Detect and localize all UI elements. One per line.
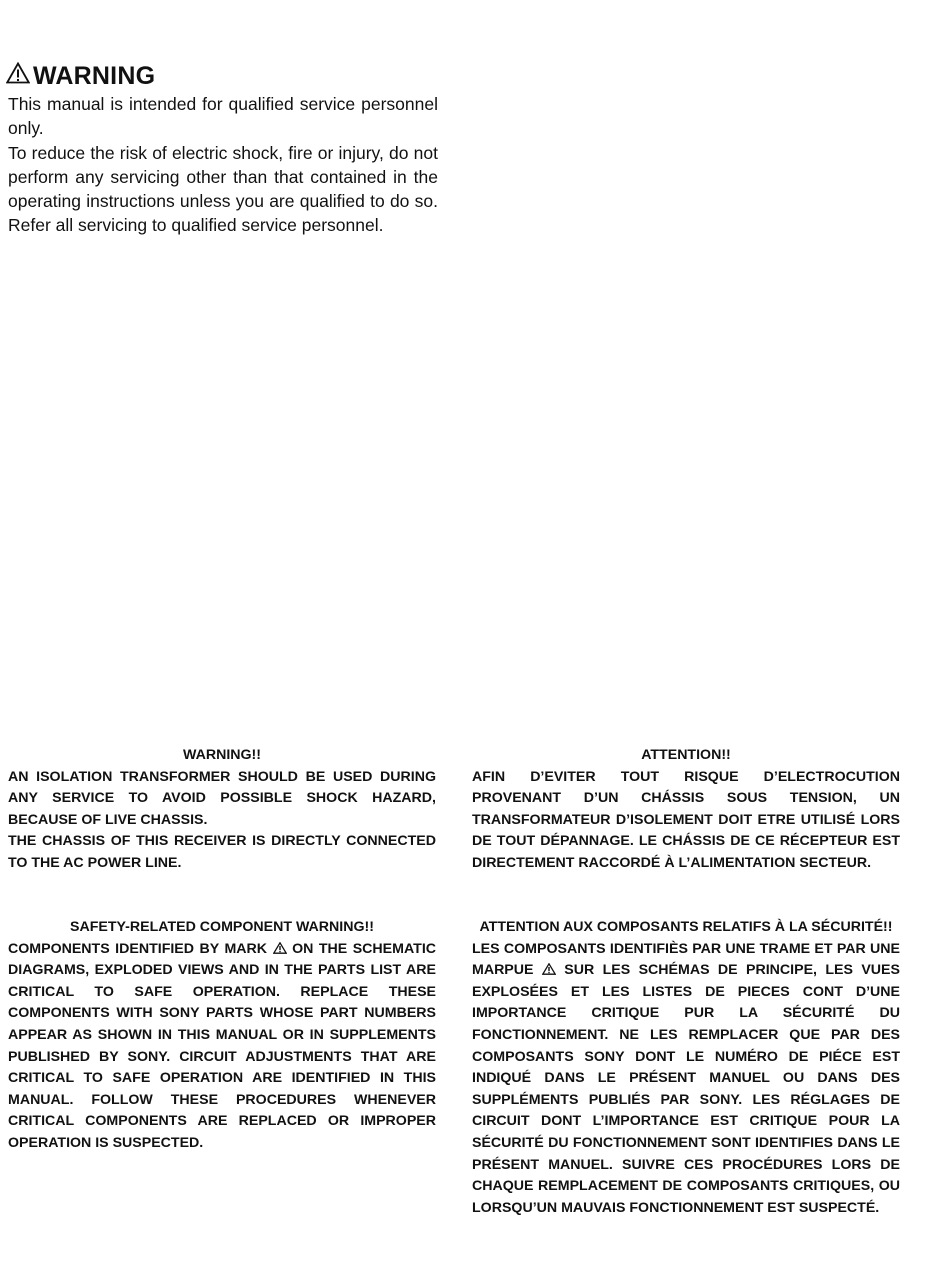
safety-warning-en-title: SAFETY-RELATED COMPONENT WARNING!!	[70, 919, 374, 935]
isolation-warning-fr-paragraph: AFIN D’EVITER TOUT RISQUE D’ELECTROCUTION PROVENANT D’UN CHÁSSIS SOUS TENSION, UN TRANSFORMATEUR D’ISOLEMENT DOIT ETRE UTILISÉ LORS DE TOUT DÉPANNAGE. LE CHÁSSIS DE CE RÉCEPTEUR EST DIRECTEMENT RACCORDÉ À L’ALIMENTATION SECTEUR.	[472, 768, 900, 871]
warning-title: WARNING	[33, 62, 156, 90]
intro-paragraph-1: This manual is intended for qualified service personnel only.	[8, 94, 438, 139]
intro-text	[8, 92, 438, 238]
safety-warning-fr-pre: LES COMPOSANTS IDENTIFIÈS PAR UNE TRAME ET PAR UNE MARPUE	[472, 940, 900, 979]
intro-paragraph-2: To reduce the risk of electric shock, fire or injury, do not perform any servicing other than that contained in the operating instructions unless you are qualified to do so. Refer all servicing to qualified service personnel.	[8, 142, 438, 236]
safety-warning-en-pre: COMPONENTS IDENTIFIED BY MARK	[8, 940, 268, 957]
safety-warning-fr-title: ATTENTION AUX COMPOSANTS RELATIFS À LA SÉCURITÉ!!	[479, 919, 893, 935]
warning-triangle-icon	[273, 942, 287, 954]
isolation-warning-en-title: WARNING!!	[182, 747, 262, 763]
warning-header	[6, 62, 155, 91]
safety-warning-en-paragraph	[8, 939, 436, 1155]
isolation-warning-en-paragraph-1: AN ISOLATION TRANSFORMER SHOULD BE USED DURING ANY SERVICE TO AVOID POSSIBLE SHOCK HAZARD, BECAUSE OF LIVE CHASSIS.	[8, 768, 436, 828]
isolation-warning-fr	[472, 745, 900, 875]
safety-warning-fr-post: SUR LES SCHÉMAS DE PRINCIPE, LES VUES EXPLOSÉES ET LES LISTES DE PIECES CONT D’UNE IMPORTANCE CRITIQUE PUR LA SÉCURITÉ DU FONCTIONNEMENT. NE LES REMPLACER QUE PAR DES COMPOSANTS SONY DONT LE NUMÉRO DE PIÉCE EST INDIQUÉ DANS LE PRÉSENT MANUEL OU DANS DES SUPPLÉMENTS PUBLIÉS PAR SONY. LES RÉGLAGES DE CIRCUIT DONT L’IMPORTANCE EST CRITIQUE POUR LA SÉCURITÉ DU FONCTIONNEMENT SONT IDENTIFIES DANS LE PRÉSENT MANUEL. SUIVRE CES PROCÉDURES LORS DE CHAQUE REMPLACEMENT DE COMPOSANTS CRITIQUES, OU LORSQU’UN MAUVAIS FONCTIONNEMENT EST SUSPECTÉ.	[472, 962, 900, 1216]
warning-triangle-icon	[542, 963, 556, 975]
isolation-warning-fr-title: ATTENTION!!	[641, 747, 731, 763]
isolation-warning-en-paragraph-2: THE CHASSIS OF THIS RECEIVER IS DIRECTLY CONNECTED TO THE AC POWER LINE.	[8, 833, 436, 871]
safety-warning-fr	[472, 917, 900, 1219]
safety-warning-en	[8, 917, 436, 1155]
safety-warning-en-post: ON THE SCHEMATIC DIAGRAMS, EXPLODED VIEWS AND IN THE PARTS LIST ARE CRITICAL TO SAFE OPERATION. REPLACE THESE COMPONENTS WITH SONY PARTS WHOSE PART NUMBERS APPEAR AS SHOWN IN THIS MANUAL OR IN SUPPLEMENTS PUBLISHED BY SONY. CIRCUIT ADJUSTMENTS THAT ARE CRITICAL TO SAFE OPERATION ARE IDENTIFIED IN THIS MANUAL. FOLLOW THESE PROCEDURES WHENEVER CRITICAL COMPONENTS ARE REPLACED OR IMPROPER OPERATION IS SUSPECTED.	[8, 940, 437, 1151]
safety-warning-fr-paragraph	[472, 939, 900, 1220]
isolation-warning-en	[8, 745, 436, 875]
warning-triangle-icon	[6, 62, 33, 91]
